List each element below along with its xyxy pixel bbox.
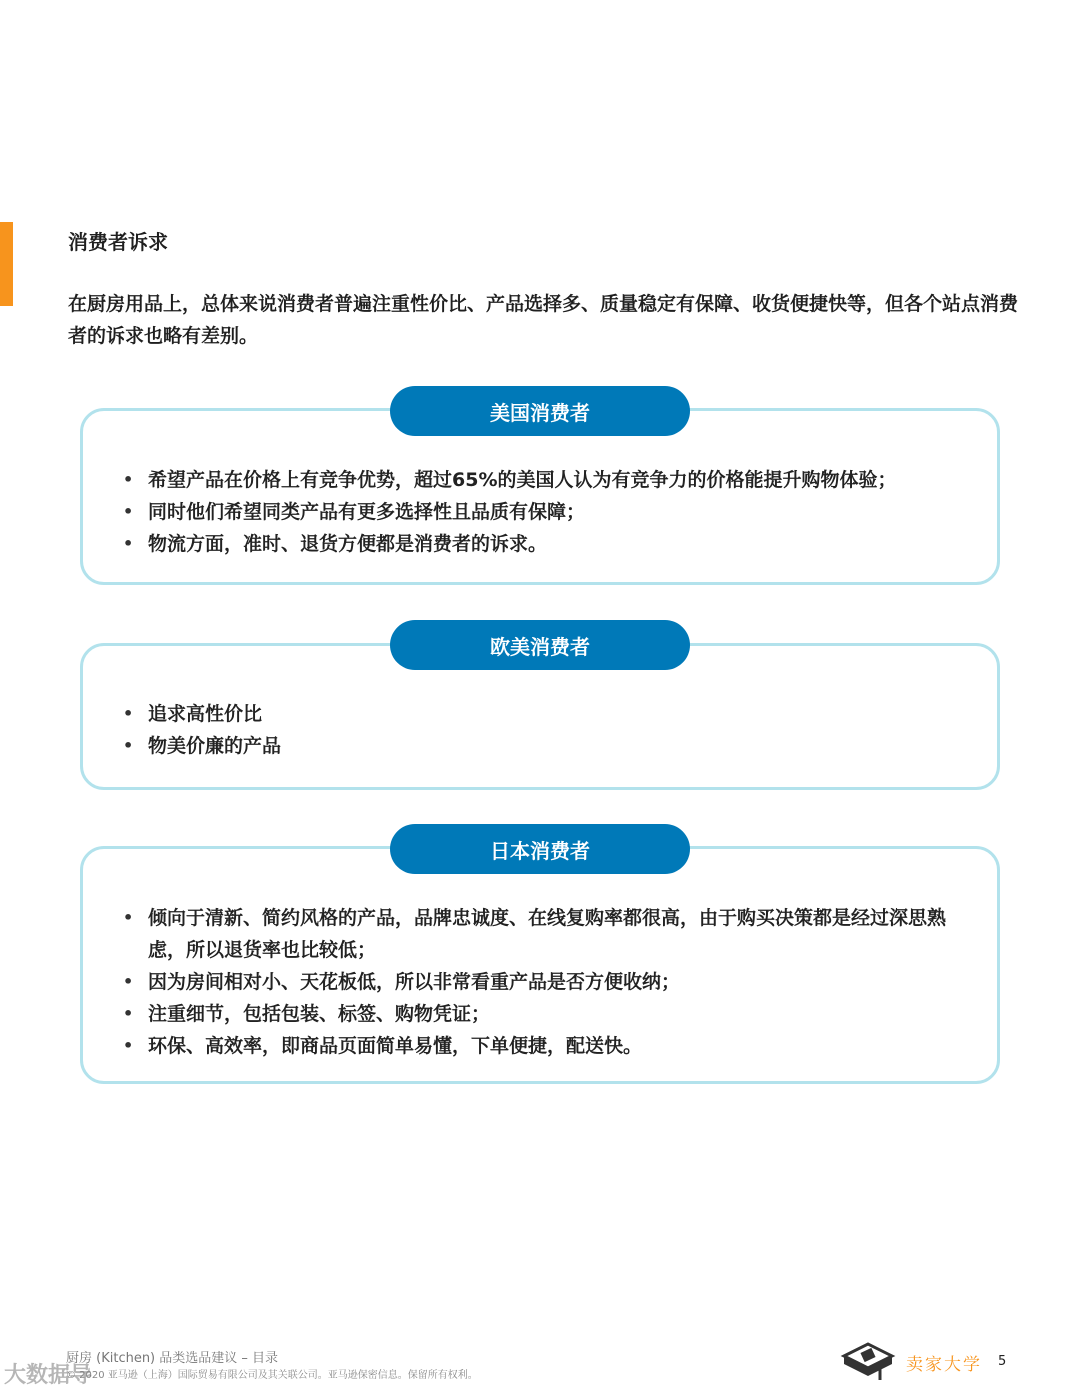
list-item: • 同时他们希望同类产品有更多选择性且品质有保障； <box>121 496 973 528</box>
consumer-card-japan <box>80 846 1000 1084</box>
section-title: 消费者诉求 <box>68 230 168 254</box>
card-title-pill: 美国消费者 <box>390 386 690 436</box>
brand-name: 卖家大学 <box>906 1355 982 1375</box>
footer-doc-title: 厨房 (Kitchen) 品类选品建议 – 目录 <box>66 1351 279 1366</box>
list-item: • 物美价廉的产品 <box>121 730 973 762</box>
accent-bar <box>0 222 13 306</box>
list-item: • 环保、高效率，即商品页面简单易懂，下单便捷，配送快。 <box>121 1030 973 1062</box>
watermark: 大数据导 <box>4 1363 93 1388</box>
list-item: • 物流方面，准时、退货方便都是消费者的诉求。 <box>121 528 973 560</box>
footer-copyright: © 2020 亚马逊（上海）国际贸易有限公司及其关联公司。亚马逊保密信息。保留所有权利。 <box>66 1370 478 1381</box>
card-list <box>121 698 973 762</box>
page-number: 5 <box>998 1354 1007 1369</box>
list-item: • 因为房间相对小、天花板低，所以非常看重产品是否方便收纳； <box>121 966 973 998</box>
card-list <box>121 902 973 1062</box>
card-title-pill: 欧美消费者 <box>390 620 690 670</box>
list-item: • 追求高性价比 <box>121 698 973 730</box>
list-item: • 注重细节，包括包装、标签、购物凭证； <box>121 998 973 1030</box>
card-list <box>121 464 973 560</box>
intro-paragraph: 在厨房用品上，总体来说消费者普遍注重性价比、产品选择多、质量稳定有保障、收货便捷快等，但各个站点消费者的诉求也略有差别。 <box>68 293 1019 347</box>
card-title-pill: 日本消费者 <box>390 824 690 874</box>
seller-university-logo-icon <box>840 1338 896 1384</box>
list-item: • 倾向于清新、简约风格的产品，品牌忠诚度、在线复购率都很高，由于购买决策都是经过深思熟虑，所以退货率也比较低； <box>121 902 973 966</box>
list-item: • 希望产品在价格上有竞争优势，超过65%的美国人认为有竞争力的价格能提升购物体验； <box>121 464 973 496</box>
